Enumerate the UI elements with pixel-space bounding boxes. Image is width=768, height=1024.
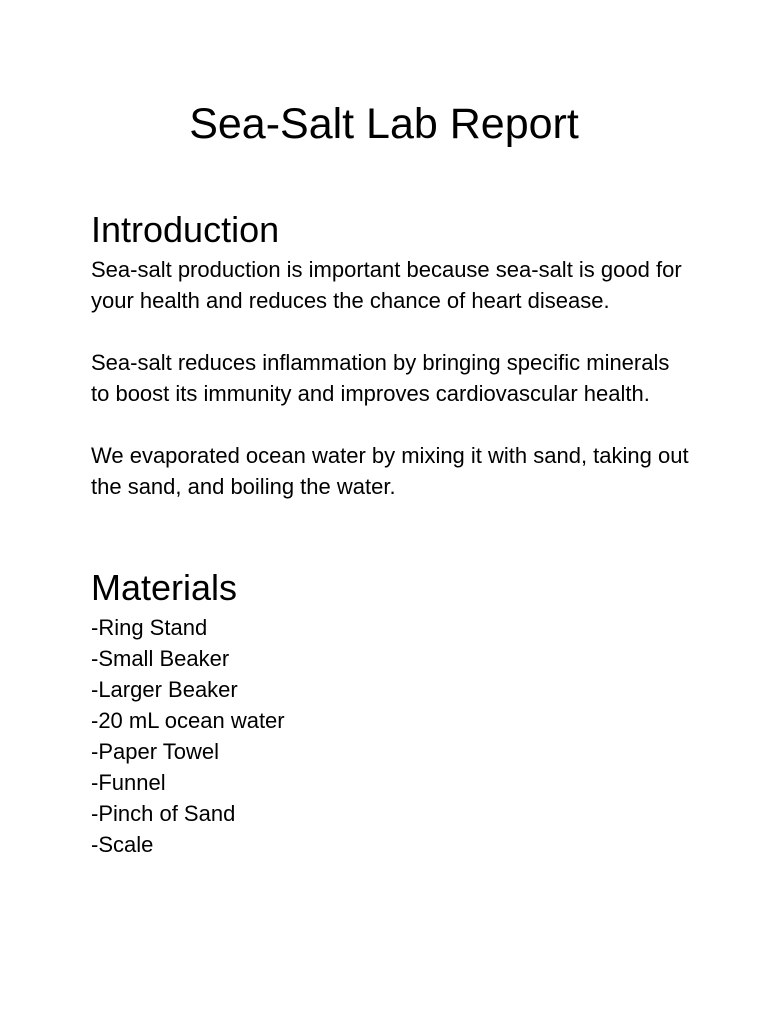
material-item: -Ring Stand (91, 615, 208, 640)
introduction-paragraph-3: We evaporated ocean water by mixing it with sand, taking out the sand, and boiling the water. (91, 443, 689, 499)
material-item: -20 mL ocean water (91, 708, 285, 733)
material-item: -Paper Towel (91, 739, 219, 764)
material-item: -Pinch of Sand (91, 801, 236, 826)
introduction-section (91, 208, 691, 502)
introduction-paragraph-2: Sea-salt reduces inflammation by bringing specific minerals to boost its immunity and improves cardiovascular health. (91, 350, 670, 406)
introduction-paragraph-1: Sea-salt production is important because sea-salt is good for your health and reduces the chance of heart disease. (91, 257, 682, 313)
materials-section (91, 566, 691, 860)
material-item: -Funnel (91, 770, 166, 795)
document-title: Sea-Salt Lab Report (189, 100, 579, 148)
materials-list (91, 612, 691, 860)
material-item: -Larger Beaker (91, 677, 238, 702)
material-item: -Small Beaker (91, 646, 230, 671)
materials-heading: Materials (91, 567, 238, 608)
introduction-heading: Introduction (91, 209, 280, 250)
material-item: -Scale (91, 832, 154, 857)
